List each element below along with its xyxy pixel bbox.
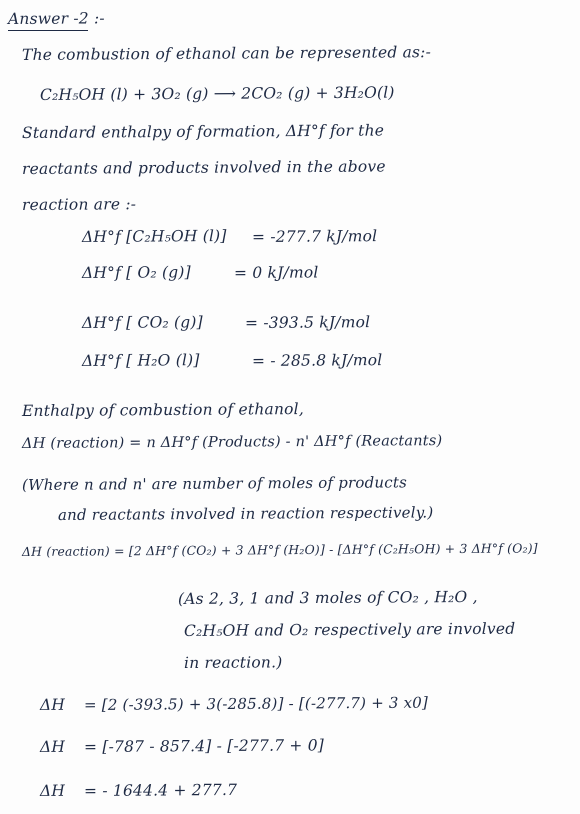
standard-enthalpy-text-line-2: reactants and products involved in the above [21, 157, 386, 178]
combustion-reaction: C₂H₅OH (l) + 3O₂ (g) ⟶ 2CO₂ (g) + 3H₂O(l) [39, 83, 395, 104]
formation-rhs-oxygen: = 0 kJ/mol [233, 263, 319, 282]
moles-note-line-2: C₂H₅OH and O₂ respectively are involved [183, 619, 516, 640]
reaction-enthalpy-equation: ΔH (reaction) = [2 ΔH°f (CO₂) + 3 ΔH°f (H₂O)] - [ΔH°f (C₂H₅OH) + 3 ΔH°f (O₂)] [21, 540, 538, 559]
formation-rhs-carbon-dioxide: = -393.5 kJ/mol [244, 313, 371, 332]
formation-lhs-ethanol: ΔH°f [C₂H₅OH (l)] [81, 226, 227, 246]
combustion-enthalpy-formula: ΔH (reaction) = n ΔH°f (Products) - n' ΔH°f (Reactants) [21, 433, 443, 452]
standard-enthalpy-text-line-1: Standard enthalpy of formation, ΔH°f for the [21, 121, 385, 142]
calc-step-2-lhs: ΔH [39, 737, 66, 756]
combustion-enthalpy-title: Enthalpy of combustion of ethanol, [21, 400, 304, 420]
heading-underline [8, 30, 88, 31]
calc-step-1-rhs: = [2 (-393.5) + 3(-285.8)] - [(-277.7) + 3 x0] [83, 693, 429, 714]
standard-enthalpy-text-line-3: reaction are :- [21, 195, 137, 214]
formation-rhs-ethanol: = -277.7 kJ/mol [251, 227, 378, 246]
calc-step-3-lhs: ΔH [39, 781, 66, 800]
calc-step-2-rhs: = [-787 - 857.4] - [-277.7 + 0] [83, 736, 325, 756]
moles-note-line-3: in reaction.) [183, 653, 283, 672]
formation-lhs-water: ΔH°f [ H₂O (l)] [81, 351, 200, 370]
calc-step-1-lhs: ΔH [39, 695, 66, 714]
intro-text: The combustion of ethanol can be represented as:- [21, 43, 432, 64]
formation-rhs-water: = - 285.8 kJ/mol [251, 351, 383, 370]
moles-note-line-1: (As 2, 3, 1 and 3 moles of CO₂ , H₂O , [177, 587, 478, 608]
where-note-line-1: (Where n and n' are number of moles of products [21, 473, 408, 494]
formation-lhs-carbon-dioxide: ΔH°f [ CO₂ (g)] [81, 313, 203, 332]
calc-step-3-rhs: = - 1644.4 + 277.7 [83, 780, 238, 800]
answer-heading: Answer -2 :- [7, 9, 105, 28]
formation-lhs-oxygen: ΔH°f [ O₂ (g)] [81, 263, 191, 282]
where-note-line-2: and reactants involved in reaction respectively.) [57, 503, 434, 524]
